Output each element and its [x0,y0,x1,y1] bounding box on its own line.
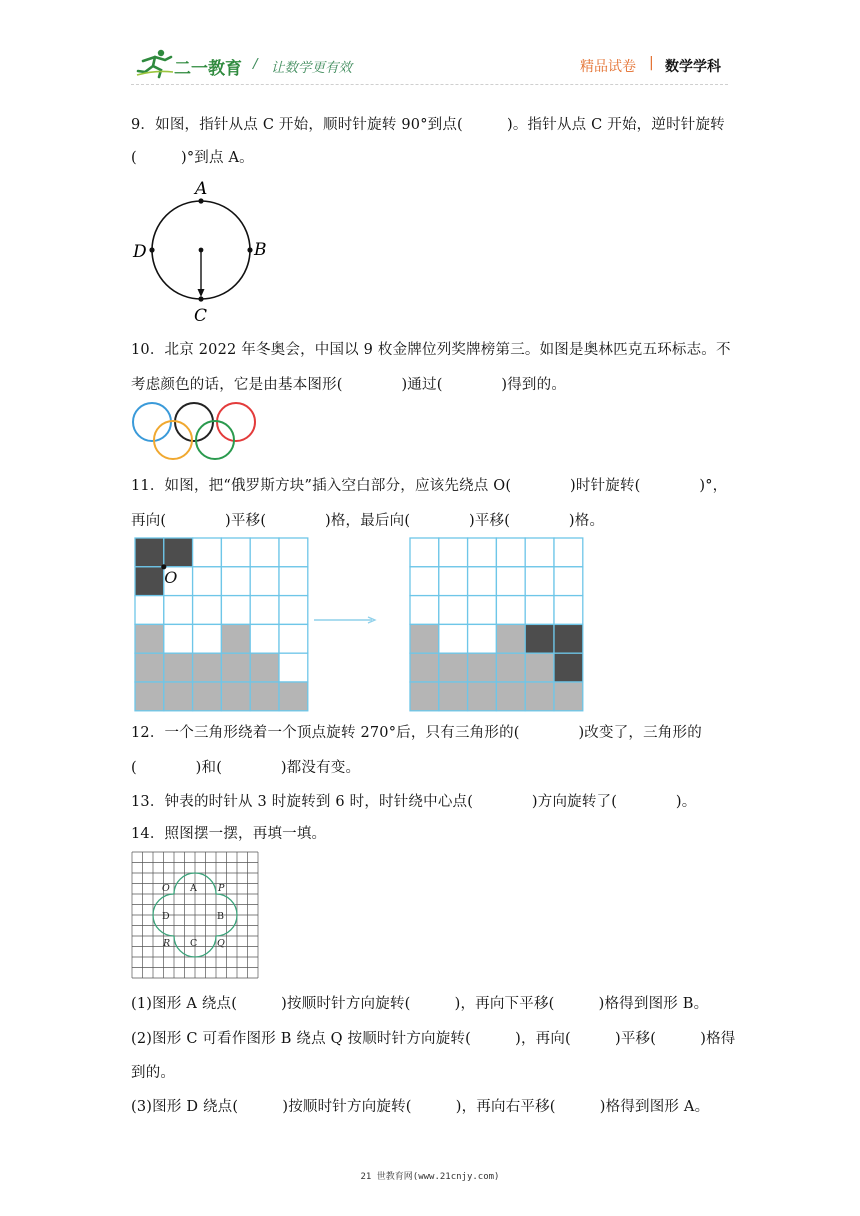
empty-cell [468,538,497,567]
transform-arrow [312,614,378,626]
q10-line1: 10．北京 2022 年冬奥会，中国以 9 枚金牌位列奖牌榜第三。如图是奥林匹克五环标志。不 [131,342,731,358]
empty-cell [468,596,497,625]
empty-cell [525,567,554,596]
grid-label-r: R [163,938,171,949]
tetris-block-cell [554,624,583,653]
tetris-grid-before [134,537,308,711]
empty-cell [164,624,193,653]
empty-cell [439,538,468,567]
filled-cell [164,653,193,682]
empty-cell [525,596,554,625]
empty-cell [554,596,583,625]
point-a-dot [198,198,203,203]
tetris-block-cell [135,567,164,596]
filled-cell [410,682,439,711]
point-c-dot [198,296,203,301]
filled-cell [410,653,439,682]
filled-cell [135,653,164,682]
point-d-dot [149,247,154,252]
empty-cell [496,567,525,596]
empty-cell [135,596,164,625]
empty-cell [410,596,439,625]
grid-label-q: Q [217,938,225,949]
empty-cell [193,567,222,596]
brand-name: 二一教育 [174,59,242,79]
filled-cell [468,682,497,711]
empty-cell [410,567,439,596]
empty-cell [279,538,308,567]
label-a: A [195,179,208,199]
q9-line1: 9．如图，指针从点 C 开始，顺时针旋转 90°到点( )。指针从点 C 开始，逆时针旋转 [131,117,725,133]
label-c: C [194,306,208,326]
grid-label-c: C [190,938,198,949]
empty-cell [468,624,497,653]
filled-cell [468,653,497,682]
q10-line2: 考虑颜色的话，它是由基本图形( )通过( )得到的。 [131,377,567,393]
filled-cell [221,653,250,682]
q9-line2: ( )°到点 A。 [131,150,254,166]
empty-cell [279,567,308,596]
filled-cell [221,682,250,711]
empty-cell [439,567,468,596]
empty-cell [279,596,308,625]
tag-subject: 数学学科 [665,59,721,75]
empty-cell [221,596,250,625]
q11-line1: 11．如图，把“俄罗斯方块”插入空白部分，应该先绕点 O( )时针旋转( )°， [131,478,728,494]
empty-cell [250,624,279,653]
filled-cell [164,682,193,711]
page-footer: 21 世教育网(www.21cnjy.com) [360,1172,500,1182]
filled-cell [193,682,222,711]
olympic-rings [130,400,260,462]
empty-cell [221,538,250,567]
filled-cell [496,653,525,682]
filled-cell [221,624,250,653]
grid-label-b: B [217,911,224,922]
empty-cell [496,538,525,567]
q13-line1: 13．钟表的时针从 3 时旋转到 6 时，时针绕中心点( )方向旋转了( )。 [131,794,697,810]
runner-logo-icon [135,48,175,78]
empty-cell [410,538,439,567]
empty-cell [439,596,468,625]
empty-cell [193,596,222,625]
filled-cell [279,682,308,711]
filled-cell [410,624,439,653]
empty-cell [250,567,279,596]
q9-clock-diagram [128,176,273,326]
grid-label-d: D [162,911,170,922]
point-o-label: O [164,567,178,587]
filled-cell [496,624,525,653]
q12-line2: ( )和( )都没有变。 [131,760,361,776]
tetris-block-cell [164,538,193,567]
q14-sub2-line1: (2)图形 C 可看作图形 B 绕点 Q 按顺时针方向旋转( )，再向( )平移( )格得 [131,1031,736,1047]
filled-cell [135,624,164,653]
filled-cell [525,682,554,711]
empty-cell [193,624,222,653]
q14-sub2-line2: 到的。 [131,1065,176,1081]
empty-cell [221,567,250,596]
empty-cell [250,596,279,625]
q11-line2: 再向( )平移( )格，最后向( )平移( )格。 [131,513,605,529]
label-b: B [254,240,267,260]
grid-label-o: O [162,883,170,894]
filled-cell [525,653,554,682]
empty-cell [554,567,583,596]
q14-line1: 14．照图摆一摆，再填一填。 [131,826,327,842]
empty-cell [279,624,308,653]
empty-cell [439,624,468,653]
empty-cell [193,538,222,567]
point-b-dot [247,247,252,252]
tag-fine-exam: 精品试卷 [580,59,636,75]
filled-cell [439,682,468,711]
q12-line1: 12．一个三角形绕着一个顶点旋转 270°后，只有三角形的( )改变了，三角形的 [131,725,702,741]
tetris-grid-after [409,537,583,711]
q14-sub1: (1)图形 A 绕点( )按顺时针方向旋转( )，再向下平移( )格得到图形 B。 [131,996,709,1012]
empty-cell [164,596,193,625]
label-d: D [133,242,147,262]
tetris-block-cell [135,538,164,567]
q14-sub3: (3)图形 D 绕点( )按顺时针方向旋转( )，再向右平移( )格得到图形 A。 [131,1099,710,1115]
empty-cell [554,538,583,567]
grid-label-a: A [190,883,197,894]
pointer-arrow-icon [198,289,205,297]
tag-divider: | [649,55,654,71]
grid-label-p: P [218,883,225,894]
empty-cell [468,567,497,596]
empty-cell [525,538,554,567]
filled-cell [554,682,583,711]
filled-cell [496,682,525,711]
header-divider [131,84,728,85]
filled-cell [193,653,222,682]
empty-cell [496,596,525,625]
tetris-block-cell [554,653,583,682]
q14-grid-diagram [132,852,258,978]
header-separator: / [253,56,258,72]
empty-cell [250,538,279,567]
filled-cell [250,653,279,682]
filled-cell [135,682,164,711]
filled-cell [250,682,279,711]
filled-cell [439,653,468,682]
header-slogan: 让数学更有效 [271,60,352,76]
tetris-block-cell [525,624,554,653]
empty-cell [279,653,308,682]
